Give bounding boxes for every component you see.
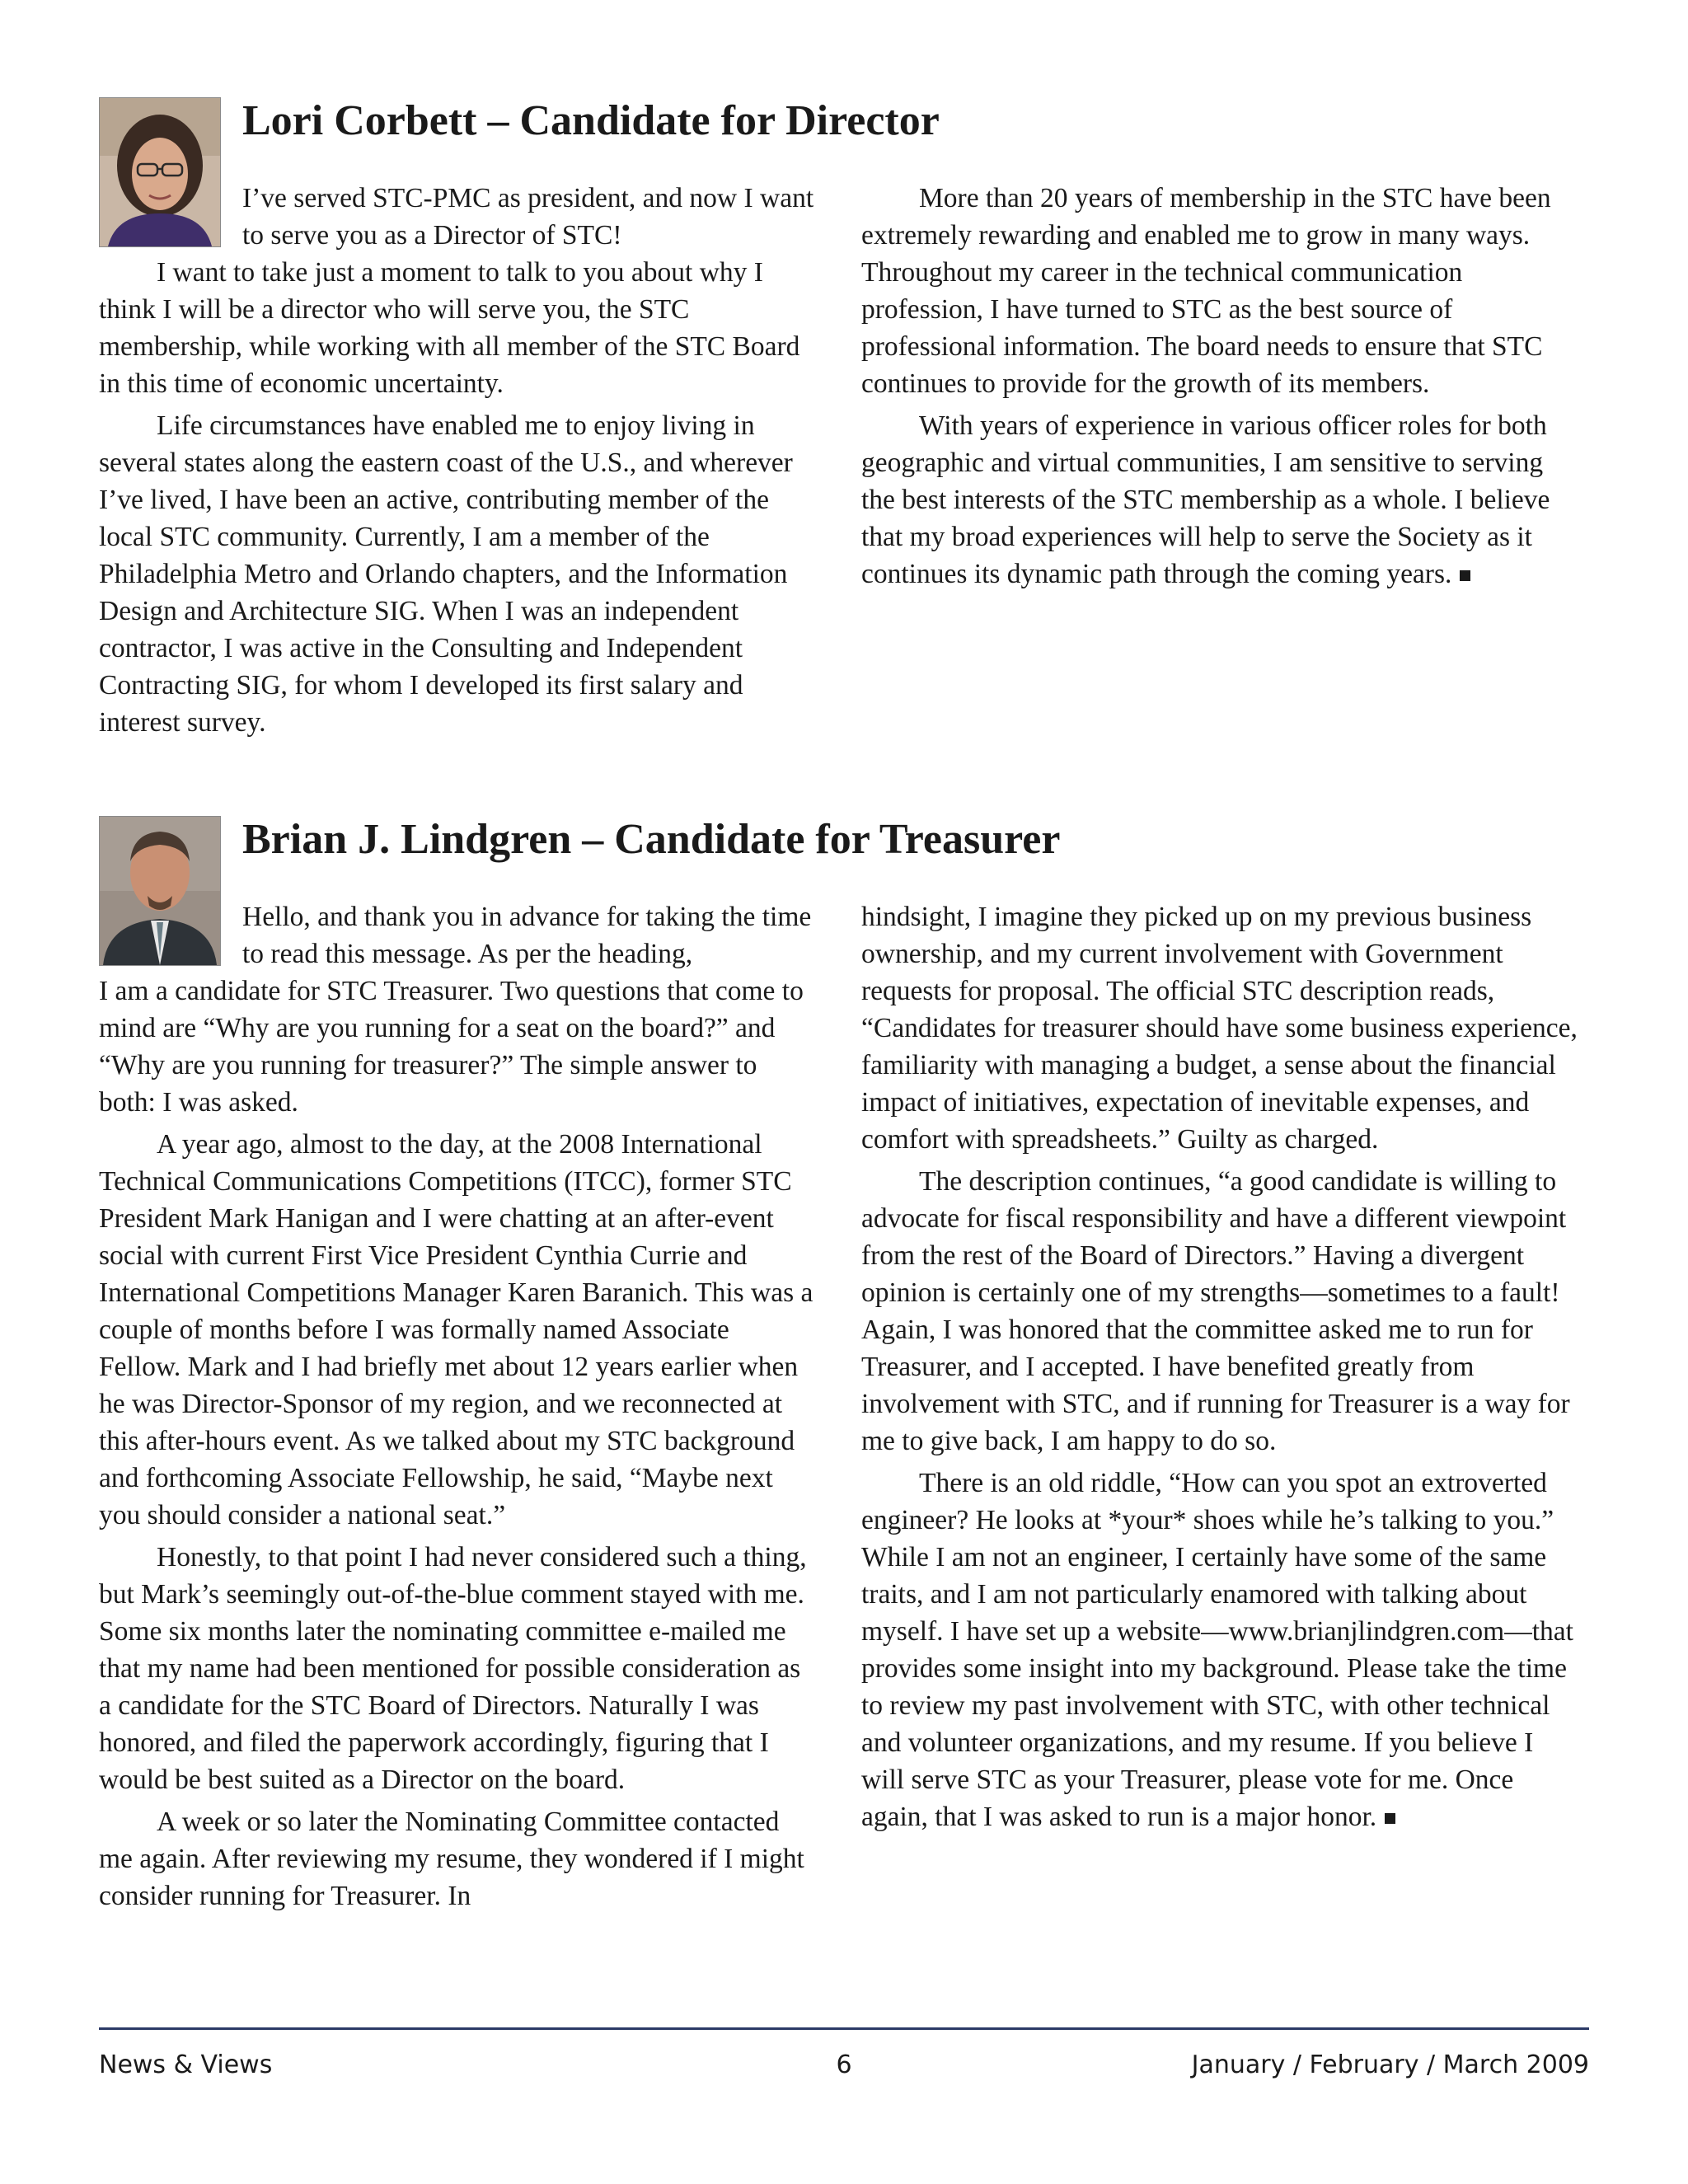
paragraph-text: There is an old riddle, “How can you spot an extroverted engineer? He looks at *your* shoes while he’s talking to you.” While I am not an engineer, I certainly have some of the same traits, and I am not particularly enamored with talking about myself. I have set up a website—www.brianjlindgren.com—that provides some insight into my background. Please take the time to review my past involvement with STC, with other technical and volunteer organizations, and my resume. If you believe I will serve STC as your Treasurer, please vote for me. Once again, that I was asked to run is a major honor. — [861, 1468, 1573, 1832]
paragraph-text: With years of experience in various officer roles for both geographic and virtual communities, I am sensitive to serving the best interests of the STC membership as a whole. I believe that my broad experiences will help to serve the Society as it continues its dynamic path through the coming years. — [861, 410, 1550, 589]
footer-page-number: 6 — [836, 2050, 852, 2079]
left-column — [99, 898, 816, 1919]
candidate-section-treasurer — [99, 816, 1582, 1970]
paragraph — [861, 407, 1582, 593]
candidate-section-director — [99, 97, 1582, 757]
paragraph: A week or so later the Nominating Committee contacted me again. After reviewing my resume, they wondered if I might consider running for Treasurer. In — [99, 1807, 804, 1911]
end-of-article-mark — [1460, 570, 1470, 581]
footer-publication: News & Views — [99, 2050, 273, 2079]
candidate-name: Lori Corbett — [242, 97, 477, 144]
paragraph: hindsight, I imagine they picked up on my previous business ownership, and my current involvement with Government requests for proposal. The official STC description reads, “Candidates for treasurer should have some business experience, familiarity with managing a budget, a sense about the financial impact of initiatives, expectation of inevitable expenses, and comfort with spreadsheets.” Guilty as charged. — [861, 902, 1578, 1155]
right-column — [861, 898, 1582, 1840]
paragraph: A year ago, almost to the day, at the 2008 International Technical Communications Competitions (ITCC), former STC President Mark Hanigan and I were chatting at an after-event social with current First Vice President Cynthia Currie and International Competitions Manager Karen Baranich. This was a couple of months before I was formally named Associate Fellow. Mark and I had briefly met about 12 years earlier when he was Director-Sponsor of my region, and we reconnected at this after-hours event. As we talked about my STC background and forthcoming Associate Fellowship, he said, “Maybe next you should consider a national seat.” — [99, 1129, 814, 1530]
candidate-headline — [242, 816, 1060, 863]
paragraph: I am a candidate for STC Treasurer. Two questions that come to mind are “Why are you running for a seat on the board?” and “Why are you running for treasurer?” The simple answer to both: I was asked. — [99, 976, 804, 1118]
right-column — [861, 180, 1582, 598]
headline-dash: – — [582, 816, 604, 863]
left-column — [99, 180, 816, 746]
paragraph: Life circumstances have enabled me to enjoy living in several states along the eastern coast of the U.S., and wherever I’ve lived, I have been an active, contributing member of the local STC community. Currently, I am a member of the Philadelphia Metro and Orlando chapters, and the Information Design and Architecture SIG. When I was an independent contractor, I was active in the Consulting and Independent Contracting SIG, for whom I developed its first salary and interest survey. — [99, 410, 793, 738]
footer-issue-date: January / February / March 2009 — [1191, 2050, 1589, 2079]
paragraph: I’ve served STC-PMC as president, and now I want to serve you as a Director of STC! — [242, 183, 814, 251]
end-of-article-mark — [1385, 1813, 1395, 1824]
paragraph: The description continues, “a good candidate is willing to advocate for fiscal responsibility and have a different viewpoint from the rest of the Board of Directors.” Having a divergent opinion is certainly one of my strengths—sometimes to a fault! Again, I was honored that the committee asked me to run for Treasurer, and I accepted. I have benefited greatly from involvement with STC, and if running for Treasurer is a way for me to give back, I am happy to do so. — [861, 1166, 1570, 1456]
page-footer — [99, 2047, 1589, 2083]
paragraph: I want to take just a moment to talk to you about why I think I will be a director who will serve you, the STC membership, while working with all member of the STC Board in this time of economic uncertainty. — [99, 257, 800, 399]
paragraph: Hello, and thank you in advance for taking the time to read this message. As per the heading, — [242, 902, 812, 969]
paragraph: Honestly, to that point I had never considered such a thing, but Mark’s seemingly out-of-the-blue comment stayed with me. Some six months later the nominating committee e-mailed me that my name had been mentioned for possible consideration as a candidate for the STC Board of Directors. Naturally I was honored, and filed the paperwork accordingly, figuring that I would be best suited as a Director on the board. — [99, 1542, 807, 1795]
paragraph: More than 20 years of membership in the STC have been extremely rewarding and enabled me to grow in many ways. Throughout my career in the technical communication profession, I have turned to STC as the best source of professional information. The board needs to ensure that STC continues to provide for the growth of its members. — [861, 183, 1551, 399]
candidate-role: Candidate for Director — [519, 97, 940, 144]
paragraph — [861, 1465, 1582, 1835]
candidate-name: Brian J. Lindgren — [242, 816, 572, 863]
headline-dash: – — [487, 97, 509, 144]
candidate-role: Candidate for Treasurer — [614, 816, 1061, 863]
footer-rule — [99, 2027, 1589, 2030]
candidate-headline — [242, 97, 940, 144]
